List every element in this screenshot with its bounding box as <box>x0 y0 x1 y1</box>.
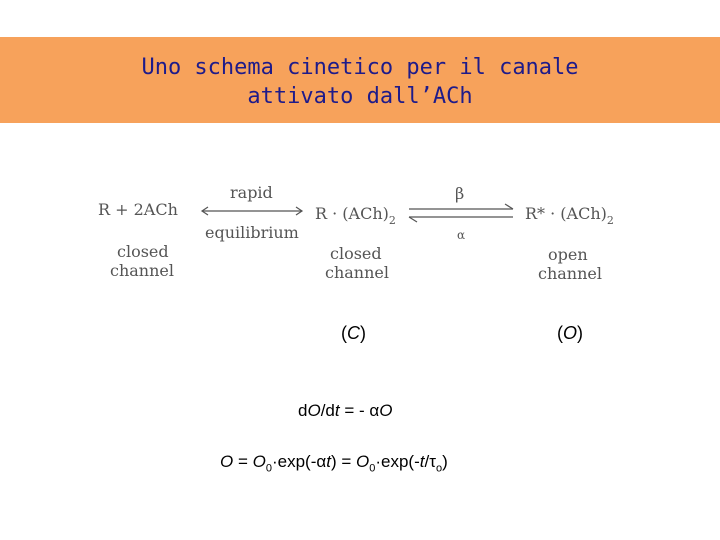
arrow1-top-label: rapid <box>230 183 273 202</box>
arrow2-bottom-label: α <box>457 228 466 242</box>
open-state-label: (O) <box>557 323 584 343</box>
state2-formula-subscript: 2 <box>388 214 396 227</box>
state1-label-line1: closed <box>117 242 169 261</box>
state2-label-line1: closed <box>330 244 382 263</box>
decay-eq-o: O <box>220 452 234 471</box>
decay-eq-close2: ) <box>442 452 448 471</box>
state2-formula <box>315 204 396 227</box>
decay-eq-tau-sub: o <box>435 462 443 475</box>
reversible-arrows-icon <box>405 202 517 226</box>
decay-eq-exp2: ·exp(- <box>375 452 420 471</box>
decay-eq-slash: / <box>424 452 430 471</box>
decay-eq-t1: t <box>326 452 331 471</box>
decay-eq-sub0a: 0 <box>265 462 272 475</box>
rate-equation <box>298 401 392 421</box>
rate-eq-d: d <box>298 401 308 420</box>
decay-eq-t2: t <box>419 452 425 471</box>
state1-label-line2: channel <box>110 261 174 280</box>
open-state-symbol: O <box>563 323 578 343</box>
decay-eq-equals-1: = <box>233 452 253 471</box>
rate-eq-o1: O <box>307 401 321 420</box>
decay-eq-close1: ) = <box>330 452 356 471</box>
rate-eq-slash-d: /d <box>320 401 335 420</box>
decay-eq-o0a: O <box>252 452 266 471</box>
arrow2-top-label: β <box>455 184 465 203</box>
title-line-2: attivato dall’ACh <box>247 84 473 109</box>
decay-eq-sub0b: 0 <box>369 462 376 475</box>
closed-state-label: (C) <box>341 323 366 343</box>
rate-eq-o2: O <box>379 401 393 420</box>
state3-formula-subscript: 2 <box>606 214 614 227</box>
decay-eq-exp1: ·exp(- <box>271 452 317 471</box>
double-arrow-icon <box>198 204 306 218</box>
state3-label-line1: open <box>548 245 588 264</box>
rate-eq-rhs: = - <box>339 401 370 420</box>
rate-eq-t: t <box>334 401 340 420</box>
arrow1-bottom-label: equilibrium <box>205 223 299 242</box>
decay-eq-o0b: O <box>355 452 370 471</box>
decay-equation <box>220 452 448 474</box>
state3-formula-text: R* · (ACh) <box>525 204 607 223</box>
decay-eq-alpha: α <box>316 452 327 471</box>
state3-formula <box>525 204 614 227</box>
decay-eq-tau: τ <box>429 452 436 471</box>
state3-label-line2: channel <box>538 264 602 283</box>
state1-formula: R + 2ACh <box>98 200 178 219</box>
title-line-1: Uno schema cinetico per il canale <box>141 55 579 80</box>
state2-label-line2: channel <box>325 263 389 282</box>
closed-state-symbol: C <box>347 323 360 343</box>
state2-formula-text: R · (ACh) <box>315 204 389 223</box>
rate-eq-alpha: α <box>369 401 380 420</box>
